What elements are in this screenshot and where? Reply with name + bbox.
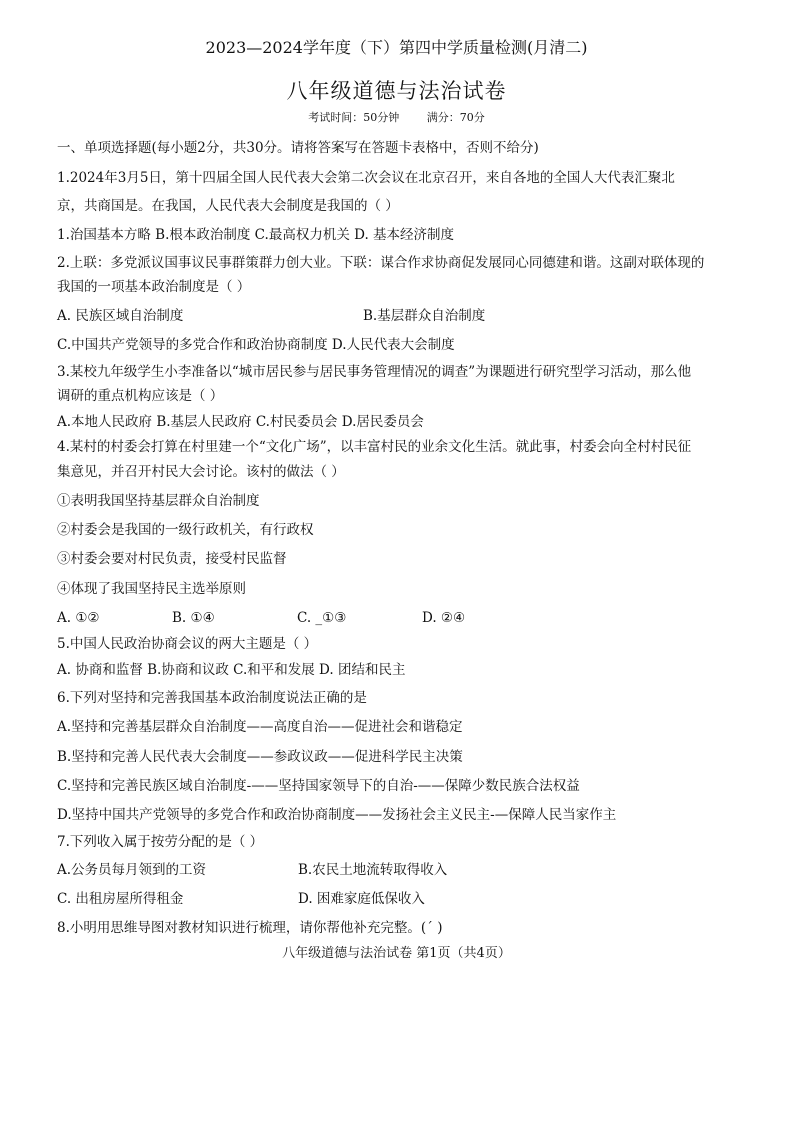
q4-option-b: B. ①④ bbox=[172, 610, 215, 626]
q4-stem-line1: 4.某村的村委会打算在村里建一个“文化广场”，以丰富村民的业余文化生活。就此事，村委会向全村村民征 bbox=[57, 439, 692, 455]
page-title: 八年级道德与法治试卷 bbox=[286, 79, 507, 103]
q1-options: 1.治国基本方略 B.根本政治制度 C.最高权力机关 D. 基本经济制度 bbox=[57, 227, 455, 243]
exam-time: 考试时间：50分钟 bbox=[308, 111, 400, 124]
q5-options: A. 协商和监督 B.协商和议政 C.和平和发展 D. 团结和民主 bbox=[57, 662, 406, 678]
q7-options-cd bbox=[57, 890, 425, 908]
q4-options bbox=[57, 609, 465, 627]
q7-option-c: C. 出租房屋所得租金 bbox=[57, 891, 184, 907]
exam-meta bbox=[0, 111, 793, 125]
q5-stem: 5.中国人民政治协商会议的两大主题是（ ） bbox=[57, 636, 318, 652]
q3-stem-line1: 3.某校九年级学生小李准备以“城市居民参与居民事务管理情况的调查”为课题进行研究型学习活动，那么他 bbox=[57, 364, 692, 380]
q7-option-a: A.公务员每月领到的工资 bbox=[57, 862, 207, 878]
q4-stem-line2: 集意见，并召开村民大会讨论。该村的做法（ ） bbox=[57, 464, 345, 480]
q3-stem-line2: 调研的重点机构应该是（ ） bbox=[57, 388, 224, 404]
q2-options-cd: C.中国共产党领导的多党合作和政治协商制度 D.人民代表大会制度 bbox=[57, 337, 455, 353]
q4-statement-1: ①表明我国坚持基层群众自治制度 bbox=[57, 493, 260, 509]
q8-stem: 8.小明用思维导图对教材知识进行梳理，请你帮他补充完整。(´ ) bbox=[57, 920, 443, 936]
section-heading: 一、单项选择题(每小题2分，共30分。请将答案写在答题卡表格中，否则不给分) bbox=[57, 140, 539, 156]
q2-option-a: A. 民族区域自治制度 bbox=[57, 308, 184, 324]
q6-option-b: B.坚持和完善人民代表大会制度——参政议政——促进科学民主决策 bbox=[57, 749, 463, 765]
q2-option-b: B.基层群众自治制度 bbox=[363, 308, 486, 324]
q1-stem-line2: 京，共商国是。在我国，人民代表大会制度是我国的（ ） bbox=[57, 198, 399, 214]
exam-score: 满分：70分 bbox=[426, 111, 485, 124]
q4-statement-3: ③村委会要对村民负责，接受村民监督 bbox=[57, 551, 287, 567]
q6-option-a: A.坚持和完善基层群众自治制度——高度自治——促进社会和谐稳定 bbox=[57, 719, 463, 735]
q4-option-d: D. ②④ bbox=[422, 610, 466, 626]
q6-option-c: C.坚持和完善民族区域自治制度-——坚持国家领导下的自治-——保障少数民族合法权益 bbox=[57, 778, 580, 794]
q1-stem-line1: 1.2024年3月5日，第十四届全国人民代表大会第二次会议在北京召开，来自各地的全国人大代表汇聚北 bbox=[57, 170, 675, 186]
q7-stem: 7.下列收入属于按劳分配的是（ ） bbox=[57, 834, 264, 850]
q6-stem: 6.下列对坚持和完善我国基本政治制度说法正确的是 bbox=[57, 690, 367, 706]
q2-options-ab bbox=[57, 307, 485, 325]
q2-stem-line2: 我国的一项基本政治制度是（ ） bbox=[57, 279, 251, 295]
page-footer: 八年级道德与法治试卷 第1页（共4页） bbox=[282, 946, 511, 961]
q7-option-b: B.农民土地流转取得收入 bbox=[298, 862, 448, 878]
q4-statement-2: ②村委会是我国的一级行政机关，有行政权 bbox=[57, 522, 314, 538]
q4-option-a: A. ①② bbox=[57, 610, 100, 626]
q2-stem-line1: 2.上联：多党派议国事议民事群策群力创大业。下联：谋合作求协商促发展同心同德建和谐。这副对联体现的 bbox=[57, 255, 705, 271]
q7-option-d: D. 困难家庭低保收入 bbox=[298, 891, 425, 907]
q6-option-d: D.坚持中国共产党领导的多党合作和政治协商制度——发扬社会主义民主-—保障人民当家作主 bbox=[57, 807, 617, 823]
q4-statement-4: ④体现了我国坚持民主选举原则 bbox=[57, 581, 246, 597]
q7-options-ab bbox=[57, 861, 447, 879]
q4-option-c: C. _①③ bbox=[297, 610, 347, 626]
exam-header: 2023—2024学年度（下）第四中学质量检测(月清二) bbox=[205, 38, 588, 57]
q3-options: A.本地人民政府 B.基层人民政府 C.村民委员会 D.居民委员会 bbox=[57, 414, 424, 430]
